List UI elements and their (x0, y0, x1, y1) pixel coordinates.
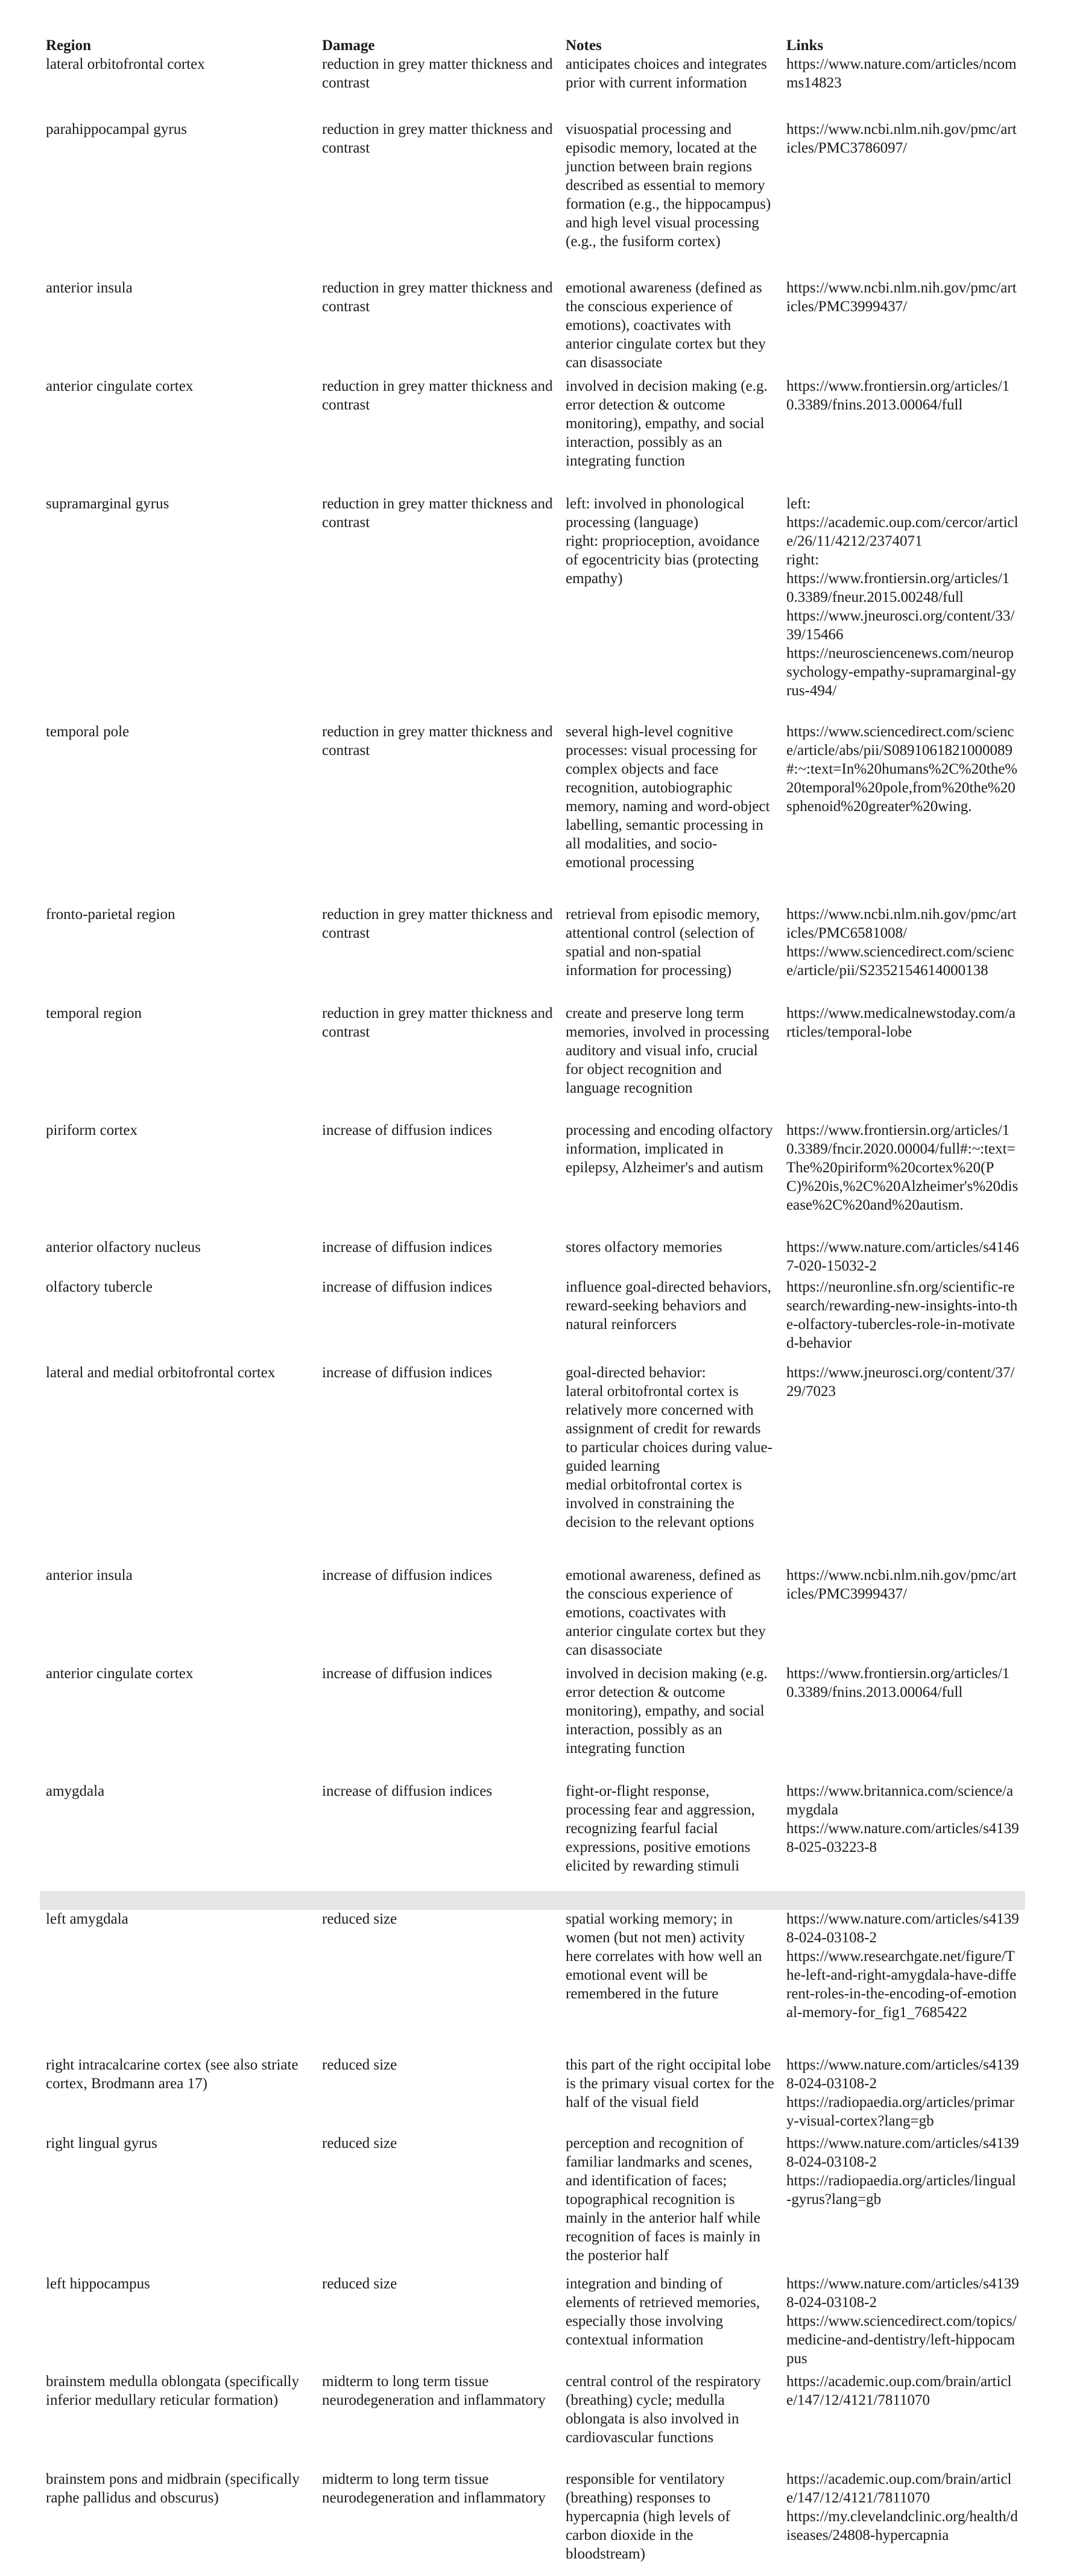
table-row (40, 1910, 1025, 2056)
table-row (40, 2372, 1025, 2470)
cell-notes: retrieval from episodic memory, attentional control (selection of spatial and non-spatial information for processing) (566, 906, 760, 979)
cell-region: brainstem pons and midbrain (specifically raphe pallidus and obscurus) (46, 2471, 300, 2506)
cell-links[interactable]: https://www.frontiersin.org/articles/10.3389/fnins.2013.00064/full (786, 1665, 1010, 1700)
cell-region: supramarginal gyrus (46, 496, 169, 512)
cell-region: left hippocampus (46, 2276, 150, 2292)
cell-damage: reduced size (322, 1911, 397, 1927)
cell-damage: increase of diffusion indices (322, 1279, 493, 1295)
cell-notes: involved in decision making (e.g. error detection & outcome monitoring), empathy, and social interaction, possibly as an integrating function (566, 378, 768, 469)
cell-links[interactable]: https://www.nature.com/articles/s41467-020-15032-2 (786, 1239, 1019, 1274)
cell-links[interactable]: https://www.ncbi.nlm.nih.gov/pmc/articles/PMC3786097/ (786, 121, 1017, 156)
cell-notes: visuospatial processing and episodic memory, located at the junction between brain regions described as essential to memory formation (e.g., the hippocampus) and high level visual processing (e.g., the fusiform cortex) (566, 121, 771, 250)
cell-region: lateral orbitofrontal cortex (46, 56, 205, 72)
cell-notes: spatial working memory; in women (but not men) activity here correlates with how well an emotional event will be remembered in the future (566, 1911, 762, 2002)
cell-damage: reduction in grey matter thickness and contrast (322, 496, 553, 531)
cell-notes: central control of the respiratory (breathing) cycle; medulla oblongata is also involved in cardiovascular functions (566, 2373, 761, 2446)
cell-links[interactable]: https://www.frontiersin.org/articles/10.3389/fnins.2013.00064/full (786, 378, 1010, 413)
table-row (40, 1566, 1025, 1664)
table-row (40, 1238, 1025, 1278)
table-row (40, 1782, 1025, 1875)
cell-notes: perception and recognition of familiar landmarks and scenes, and identification of faces; topographical recognition is mainly in the anterior half while recognition of faces is mainly in the posterior half (566, 2135, 760, 2264)
cell-region: olfactory tubercle (46, 1279, 153, 1295)
cell-damage: reduction in grey matter thickness and contrast (322, 280, 553, 315)
cell-notes: left: involved in phonological processing (language) right: proprioception, avoidance of egocentricity bias (protecting empathy) (566, 496, 760, 587)
table-row (40, 1664, 1025, 1782)
cell-damage: increase of diffusion indices (322, 1783, 493, 1799)
cell-region: anterior olfactory nucleus (46, 1239, 201, 1255)
cell-damage: reduced size (322, 2135, 397, 2151)
cell-notes: influence goal-directed behaviors, reward-seeking behaviors and natural reinforcers (566, 1279, 771, 1333)
table-row (40, 55, 1025, 120)
cell-links[interactable]: https://www.sciencedirect.com/science/article/abs/pii/S0891061821000089#:~:text=In%20humans%2C%20the%20temporal%20pole,from%20the%20sphenoid%20greater%20wing. (786, 724, 1018, 815)
cell-notes: involved in decision making (e.g. error detection & outcome monitoring), empathy, and social interaction, possibly as an integrating function (566, 1665, 768, 1757)
table-row (40, 722, 1025, 905)
cell-notes: fight-or-flight response, processing fear and aggression, recognizing fearful facial expressions, positive emotions elicited by rewarding stimuli (566, 1783, 755, 1874)
table-row (40, 2056, 1025, 2134)
cell-notes: several high-level cognitive processes: visual processing for complex objects and face recognition, autobiographic memory, naming and word-object labelling, semantic processing in all modalities, and socio-emotional processing (566, 724, 770, 871)
brain-regions-table (40, 30, 1025, 2563)
cell-damage: increase of diffusion indices (322, 1365, 493, 1381)
cell-region: left amygdala (46, 1911, 128, 1927)
cell-links[interactable]: https://www.ncbi.nlm.nih.gov/pmc/articles/PMC6581008/ https://www.sciencedirect.com/science/article/pii/S2352154614000138 (786, 906, 1017, 979)
cell-links[interactable]: https://www.nature.com/articles/s41398-024-03108-2 https://radiopaedia.org/articles/lingual-gyrus?lang=gb (786, 2135, 1019, 2208)
table-row (40, 2470, 1025, 2563)
table-row (40, 1278, 1025, 1363)
cell-damage: increase of diffusion indices (322, 1567, 493, 1583)
cell-damage: reduction in grey matter thickness and contrast (322, 56, 553, 91)
section-divider (40, 1891, 1025, 1910)
cell-region: temporal pole (46, 724, 130, 740)
table-row (40, 1004, 1025, 1121)
cell-notes: responsible for ventilatory (breathing) responses to hypercapnia (high levels of carbon dioxide in the bloodstream) (566, 2471, 730, 2562)
cell-region: piriform cortex (46, 1122, 138, 1138)
table-row (40, 279, 1025, 377)
cell-notes: emotional awareness (defined as the conscious experience of emotions), coactivates with anterior cingulate cortex but they can disassociate (566, 280, 766, 371)
table-header-row (40, 30, 1025, 55)
cell-notes: anticipates choices and integrates prior with current information (566, 56, 767, 91)
cell-links[interactable]: https://www.nature.com/articles/s41398-024-03108-2 https://www.sciencedirect.com/topics/medicine-and-dentistry/left-hippocampus (786, 2276, 1019, 2367)
table-row (40, 1363, 1025, 1566)
cell-region: right intracalcarine cortex (see also striate cortex, Brodmann area 17) (46, 2057, 299, 2092)
cell-notes: processing and encoding olfactory information, implicated in epilepsy, Alzheimer's and autism (566, 1122, 773, 1176)
cell-damage: reduced size (322, 2276, 397, 2292)
cell-damage: reduction in grey matter thickness and contrast (322, 378, 553, 413)
header-damage: Damage (322, 37, 375, 54)
cell-region: amygdala (46, 1783, 105, 1799)
cell-links[interactable]: https://www.britannica.com/science/amygdala https://www.nature.com/articles/s41398-025-03223-8 (786, 1783, 1019, 1855)
table-row (40, 2275, 1025, 2372)
cell-notes: integration and binding of elements of retrieved memories, especially those involving contextual information (566, 2276, 760, 2348)
cell-links[interactable]: https://www.frontiersin.org/articles/10.3389/fncir.2020.00004/full#:~:text=The%20piriform%20cortex%20(PC)%20is,%2C%20Alzheimer's%20disease%2C%20and%20autism. (786, 1122, 1019, 1213)
cell-damage: reduction in grey matter thickness and contrast (322, 1005, 553, 1040)
cell-region: anterior cingulate cortex (46, 378, 194, 394)
cell-notes: goal-directed behavior: lateral orbitofrontal cortex is relatively more concerned with assignment of credit for rewards to particular choices during value-guided learning medial orbitofrontal cortex is involved in constraining the decision to the relevant options (566, 1365, 772, 1530)
cell-region: lateral and medial orbitofrontal cortex (46, 1365, 276, 1381)
cell-links[interactable]: https://academic.oup.com/brain/article/147/12/4121/7811070 (786, 2373, 1012, 2408)
cell-region: anterior insula (46, 280, 133, 296)
table-row (40, 2134, 1025, 2275)
cell-links[interactable]: https://www.ncbi.nlm.nih.gov/pmc/articles/PMC3999437/ (786, 1567, 1017, 1602)
cell-links[interactable]: https://www.jneurosci.org/content/37/29/7023 (786, 1365, 1015, 1400)
cell-region: right lingual gyrus (46, 2135, 157, 2151)
cell-region: anterior insula (46, 1567, 133, 1583)
cell-links[interactable]: https://www.nature.com/articles/s41398-024-03108-2 https://www.researchgate.net/figure/The-left-and-right-amygdala-have-different-roles-in-the-encoding-of-emotional-memory-for_fig1_7685422 (786, 1911, 1019, 2021)
cell-damage: midterm to long term tissue neurodegeneration and inflammatory (322, 2373, 546, 2408)
cell-links[interactable]: https://www.medicalnewstoday.com/articles/temporal-lobe (786, 1005, 1016, 1040)
cell-links[interactable]: https://neuronline.sfn.org/scientific-research/rewarding-new-insights-into-the-olfactory-tubercles-role-in-motivated-behavior (786, 1279, 1018, 1351)
table-row (40, 120, 1025, 279)
header-notes: Notes (566, 37, 602, 54)
section-spacer (40, 1875, 1025, 1891)
cell-notes: emotional awareness, defined as the conscious experience of emotions, coactivates with anterior cingulate cortex but they can disassociate (566, 1567, 766, 1658)
header-region: Region (46, 37, 91, 54)
cell-damage: reduction in grey matter thickness and contrast (322, 724, 553, 759)
table-row (40, 1121, 1025, 1238)
cell-region: brainstem medulla oblongata (specifically inferior medullary reticular formation) (46, 2373, 299, 2408)
cell-notes: create and preserve long term memories, involved in processing auditory and visual info, crucial for object recognition and language recognition (566, 1005, 769, 1096)
cell-notes: stores olfactory memories (566, 1239, 722, 1255)
header-links: Links (786, 37, 824, 54)
cell-damage: reduction in grey matter thickness and contrast (322, 906, 553, 941)
cell-damage: reduced size (322, 2057, 397, 2073)
table-row (40, 377, 1025, 494)
cell-damage: increase of diffusion indices (322, 1122, 493, 1138)
cell-region: parahippocampal gyrus (46, 121, 187, 137)
table-row (40, 905, 1025, 1004)
cell-links[interactable]: https://www.nature.com/articles/s41398-024-03108-2 https://radiopaedia.org/articles/primary-visual-cortex?lang=gb (786, 2057, 1019, 2129)
cell-links[interactable]: https://www.ncbi.nlm.nih.gov/pmc/articles/PMC3999437/ (786, 280, 1017, 315)
cell-damage: increase of diffusion indices (322, 1665, 493, 1682)
cell-region: fronto-parietal region (46, 906, 175, 923)
table-row (40, 494, 1025, 722)
cell-links[interactable]: https://www.nature.com/articles/ncomms14823 (786, 56, 1017, 91)
cell-links[interactable]: https://academic.oup.com/brain/article/147/12/4121/7811070 https://my.clevelandclinic.org/health/diseases/24808-hypercapnia (786, 2471, 1018, 2543)
cell-region: temporal region (46, 1005, 142, 1021)
cell-links[interactable]: left: https://academic.oup.com/cercor/article/26/11/4212/2374071 right: https://www.frontiersin.org/articles/10.3389/fneur.2015.00248/full https://www.jneurosci.org/content/33/39/15466 https://neurosciencenews.com/neuropsychology-empathy-supramarginal-gyrus-494/ (786, 496, 1019, 699)
cell-region: anterior cingulate cortex (46, 1665, 194, 1682)
cell-notes: this part of the right occipital lobe is the primary visual cortex for the half of the visual field (566, 2057, 774, 2110)
cell-damage: midterm to long term tissue neurodegeneration and inflammatory (322, 2471, 546, 2506)
cell-damage: increase of diffusion indices (322, 1239, 493, 1255)
cell-damage: reduction in grey matter thickness and contrast (322, 121, 553, 156)
